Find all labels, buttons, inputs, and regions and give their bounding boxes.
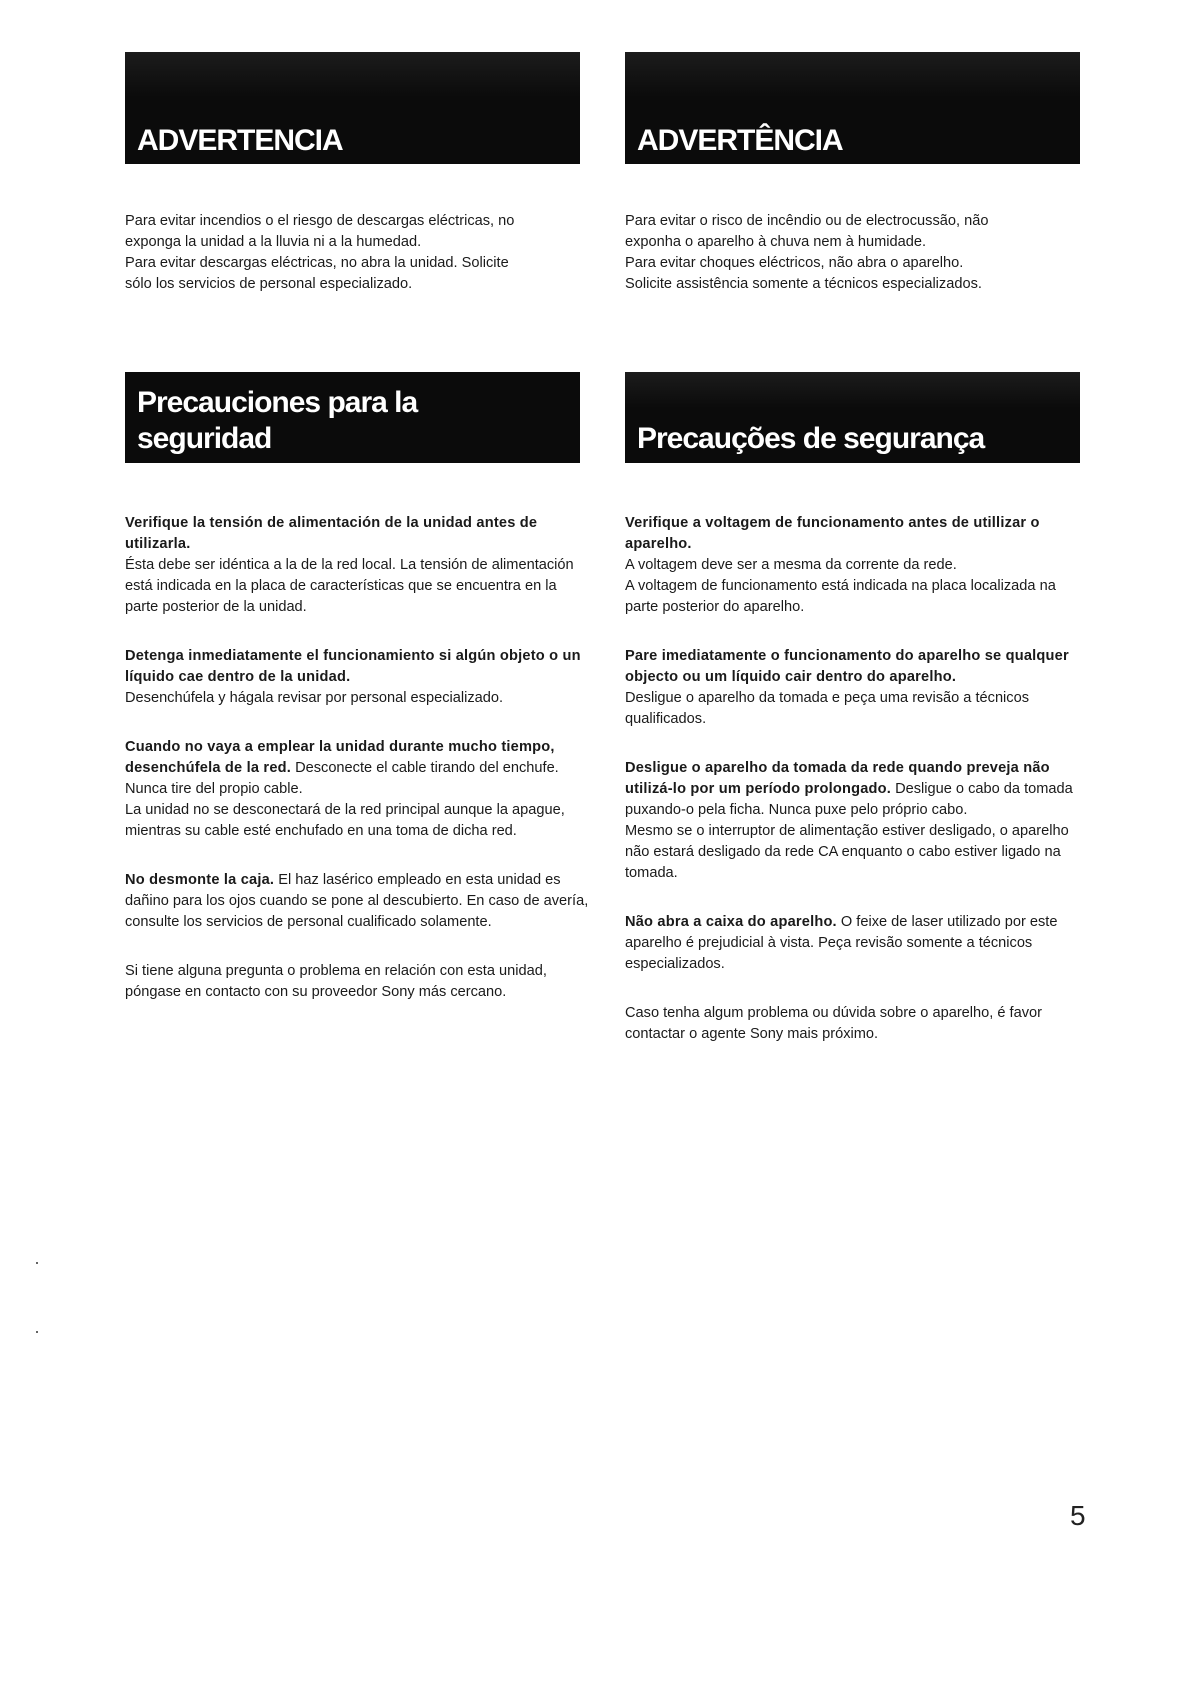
warning-line: exponha o aparelho à chuva nem à humidade. — [625, 234, 927, 250]
precaution-section — [625, 758, 1090, 884]
warning-line: exponga la unidad a la lluvia ni a la humedad. — [125, 234, 422, 250]
precaution-paragraph — [125, 737, 590, 800]
warning-title-es: ADVERTENCIA — [137, 124, 343, 157]
precaution-heading: Verifique la tensión de alimentación de la unidad antes de utilizarla. — [125, 515, 538, 552]
warning-banner-pt — [625, 52, 1080, 164]
precaution-heading: Não abra a caixa do aparelho. — [625, 914, 837, 930]
precaution-section — [625, 646, 1090, 730]
precaution-section — [625, 513, 1090, 618]
warning-line: Para evitar choques eléctricos, não abra o aparelho. — [625, 255, 964, 271]
precaution-text: Caso tenha algum problema ou dúvida sobre o aparelho, é favor contactar o agente Sony mais próximo. — [625, 1005, 1042, 1042]
warning-text-pt — [625, 211, 1090, 295]
precaution-text: Mesmo se o interruptor de alimentação estiver desligado, o aparelho não estará desligado da rede CA enquanto o cabo estiver ligado na tomada. — [625, 823, 1069, 881]
precaution-text: O feixe de laser utilizado por este aparelho é prejudicial à vista. Peça revisão somente a técnicos especializados. — [625, 914, 1058, 972]
precautions-title-es — [137, 385, 417, 457]
precaution-section — [125, 513, 590, 618]
precaution-section — [625, 912, 1090, 975]
precaution-text: Si tiene alguna pregunta o problema en relación con esta unidad, póngase en contacto con su proveedor Sony más cercano. — [125, 963, 547, 1000]
precautions-banner-pt — [625, 372, 1080, 463]
precaution-text: Desligue o cabo da tomada puxando-o pela ficha. Nunca puxe pelo próprio cabo. — [625, 781, 1073, 818]
warning-text-es — [125, 211, 590, 295]
precaution-section — [125, 961, 590, 1003]
precautions-title-line: seguridad — [137, 422, 272, 455]
precaution-heading: No desmonte la caja. — [125, 872, 275, 888]
precaution-text: El haz lasérico empleado en esta unidad es dañino para los ojos cuando se pone al descubierto. En caso de avería, consulte los servicios de personal cualificado solamente. — [125, 872, 589, 930]
banner-texture — [625, 372, 1080, 408]
scan-speck — [36, 1331, 38, 1333]
precautions-title-line: Precauciones para la — [137, 386, 418, 419]
precaution-paragraph — [625, 758, 1090, 821]
warning-line: Solicite assistência somente a técnicos especializados. — [625, 276, 982, 292]
warning-line: Para evitar o risco de incêndio ou de electrocussão, não — [625, 213, 989, 229]
precaution-text: Desconecte el cable tirando del enchufe. Nunca tire del propio cable. — [125, 760, 559, 797]
precaution-heading: Cuando no vaya a emplear la unidad durante mucho tiempo, desenchúfela de la red. — [125, 739, 555, 776]
precaution-section — [125, 646, 590, 709]
precautions-sections-es — [125, 513, 590, 1031]
precaution-text: A voltagem de funcionamento está indicada na placa localizada na parte posterior do aparelho. — [625, 578, 1056, 615]
precaution-paragraph — [125, 870, 590, 933]
precaution-text: A voltagem deve ser a mesma da corrente da rede. — [625, 557, 957, 573]
banner-texture — [625, 52, 1080, 97]
warning-title-pt: ADVERTÊNCIA — [637, 124, 843, 157]
warning-line: sólo los servicios de personal especializado. — [125, 276, 413, 292]
precaution-text: Desligue o aparelho da tomada e peça uma revisão a técnicos qualificados. — [625, 690, 1030, 727]
banner-texture — [125, 52, 580, 97]
warning-line: Para evitar incendios o el riesgo de descargas eléctricas, no — [125, 213, 515, 229]
warning-banner-es — [125, 52, 580, 164]
precaution-heading: Pare imediatamente o funcionamento do aparelho se qualquer objecto ou um líquido cair dentro do aparelho. — [625, 648, 1069, 685]
precautions-sections-pt — [625, 513, 1090, 1073]
precautions-title-pt: Precauções de segurança — [637, 422, 985, 455]
precautions-banner-es — [125, 372, 580, 463]
precaution-paragraph — [625, 912, 1090, 975]
scan-speck — [36, 1262, 38, 1264]
precaution-heading: Detenga inmediatamente el funcionamiento si algún objeto o un líquido cae dentro de la unidad. — [125, 648, 581, 685]
precaution-heading: Desligue o aparelho da tomada da rede quando preveja não utilizá-lo por um período prolongado. — [625, 760, 1050, 797]
precaution-heading: Verifique a voltagem de funcionamento antes de utillizar o aparelho. — [625, 515, 1040, 552]
precaution-text: Desenchúfela y hágala revisar por personal especializado. — [125, 690, 504, 706]
precaution-section — [125, 737, 590, 842]
precaution-text: Ésta debe ser idéntica a la de la red local. La tensión de alimentación está indicada en la placa de características que se encuentra en la parte posterior de la unidad. — [125, 557, 574, 615]
page-number: 5 — [1070, 1500, 1086, 1531]
precaution-text: La unidad no se desconectará de la red principal aunque la apague, mientras su cable esté enchufado en una toma de dicha red. — [125, 802, 565, 839]
precaution-section — [125, 870, 590, 933]
warning-line: Para evitar descargas eléctricas, no abra la unidad. Solicite — [125, 255, 509, 271]
precaution-section — [625, 1003, 1090, 1045]
